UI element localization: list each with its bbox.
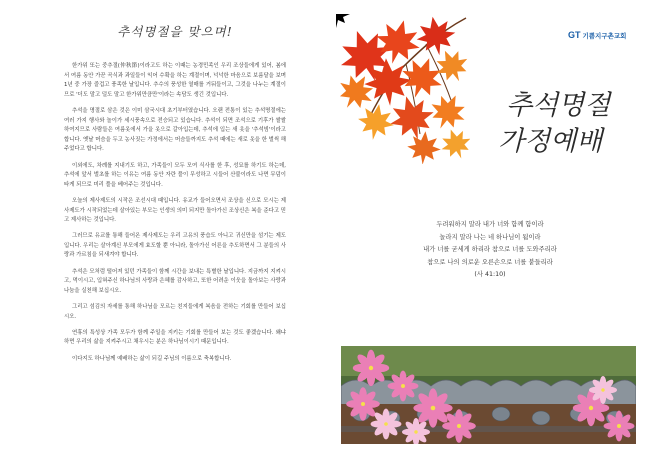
maple-leaf-shape [336,14,350,28]
main-title-line-1: 추석명절 [506,90,611,121]
bible-verse [356,219,624,282]
maple-leaves-image [336,14,470,164]
verse-line: 내가 너를 굳세게 하리라 참으로 너를 도와주리라 [423,246,557,254]
main-title-line-2: 가정예배 [498,126,603,157]
main-title [498,88,648,160]
church-logo [568,27,626,43]
paragraph: 추석은 모처럼 떨어져 있던 가족들이 함께 시간을 보내는 특별한 날입니다. 지금까지 지켜시고, 먹이시고, 입혀주신 하나님의 사랑과 은혜를 감사하고, 또한 어려운 이웃을 돌아보는 사랑과 나눔을 실천해 보십시오. [64,268,286,294]
verse-reference: (사 41:10) [474,271,506,279]
church-name: 기쁨지구촌교회 [582,31,627,40]
paragraph: 이외에도, 차례를 지내기도 하고, 가족들이 모두 모여 식사를 한 후, 성묘를 하기도 하는데, 추석에 앞서 벌초를 하는 이유는 여름 동안 자란 풀이 무성하고 시들어 산불이라도 나면 무덤이 타게 되므로 미리 풀을 베어주는 것입니다. [64,162,286,188]
paragraph: 이다지도 하나님께 예배하는 삶이 되길 주님의 이름으로 축복합니다. [72,355,232,362]
left-column [64,14,286,371]
paragraph: 한가위 또는 중추절(仲秋節)이라고도 하는 이때는 농경민족인 우리 조상들에게 있어, 봄에서 여름 동안 가꾼 곡식과 과일들이 익어 수확을 하는 계절이며, 넉넉한 마음으로 보름달을 보며 1년 중 가장 즐겁고 풍족한 날입니다. 추수의 풍성한 열매를 거둬들이고, 그것을 나누는 계절이므로 '더도 말고 덜도 말고 한가위만큼만'이라는 속담도 생긴 것입니다. [64,63,286,98]
verse-line: 참으로 나의 의로운 오른손으로 너를 붙들리라 [427,258,553,266]
paragraph: 연휴의 특성상 가족 모두가 함께 주일을 지키는 기회를 만들어 보는 것도 좋겠습니다. 왜냐하면 우리의 삶을 지켜주시고 채우시는 분은 하나님이시기 때문입니다. [64,329,286,346]
paragraph: 그리고 섬김의 자세를 통해 하나님을 모르는 친지들에게 복음을 전하는 기회를 만들어 보십시오. [64,304,286,320]
left-title: 추석명절을 맞으며! [117,24,233,39]
paragraph: 추석을 명절로 삼은 것은 이미 삼국시대 초기부터였습니다. 오랜 전통이 있는 추석명절에는 여러 가지 행사와 놀이가 세시풍속으로 전승되고 있습니다. 추석이 되면 조석으로 기후가 쌀쌀하여지므로 사람들은 여름옷에서 가을 옷으로 갈아입는데, 추석에 입는 새 옷을 '추석빔'이라고 합니다. 옛날 머슴을 두고 농사짓는 가정에서는 머슴들까지도 추석 때에는 새로 옷을 한 벌씩 해주었다고 합니다. [64,107,286,153]
cosmos-roof-photo [341,346,636,444]
cosmos-flowers-icon [341,346,636,444]
paragraph: 그러므로 유교를 통해 들어온 제사제도는 우리 고유의 풍습도 아니고 귀신만을 섬기는 제도입니다. 우리는 살아계신 부모에게 효도할 뿐 아니라, 돌아가신 어른을 추도하면서 그 분들의 사랑과 가르침을 되새겨야 합니다. [64,233,286,259]
paragraph: 오늘의 제사제도의 시작은 조선시대 때입니다. 유교가 들어오면서 조상을 신으로 모시는 제사제도가 시작되었는데 살아있는 부모는 인생의 의미 되지만 돌아가신 조상신은 복을 준다고 믿고 제사하는 것입니다. [64,197,286,224]
logo-mark: GT [568,30,581,40]
verse-line: 놀라지 말라 나는 네 하나님이 됨이라 [439,233,541,241]
maple-leaves-icon [336,14,470,164]
verse-line: 두려워하지 말라 내가 너와 함께 함이라 [436,221,544,228]
